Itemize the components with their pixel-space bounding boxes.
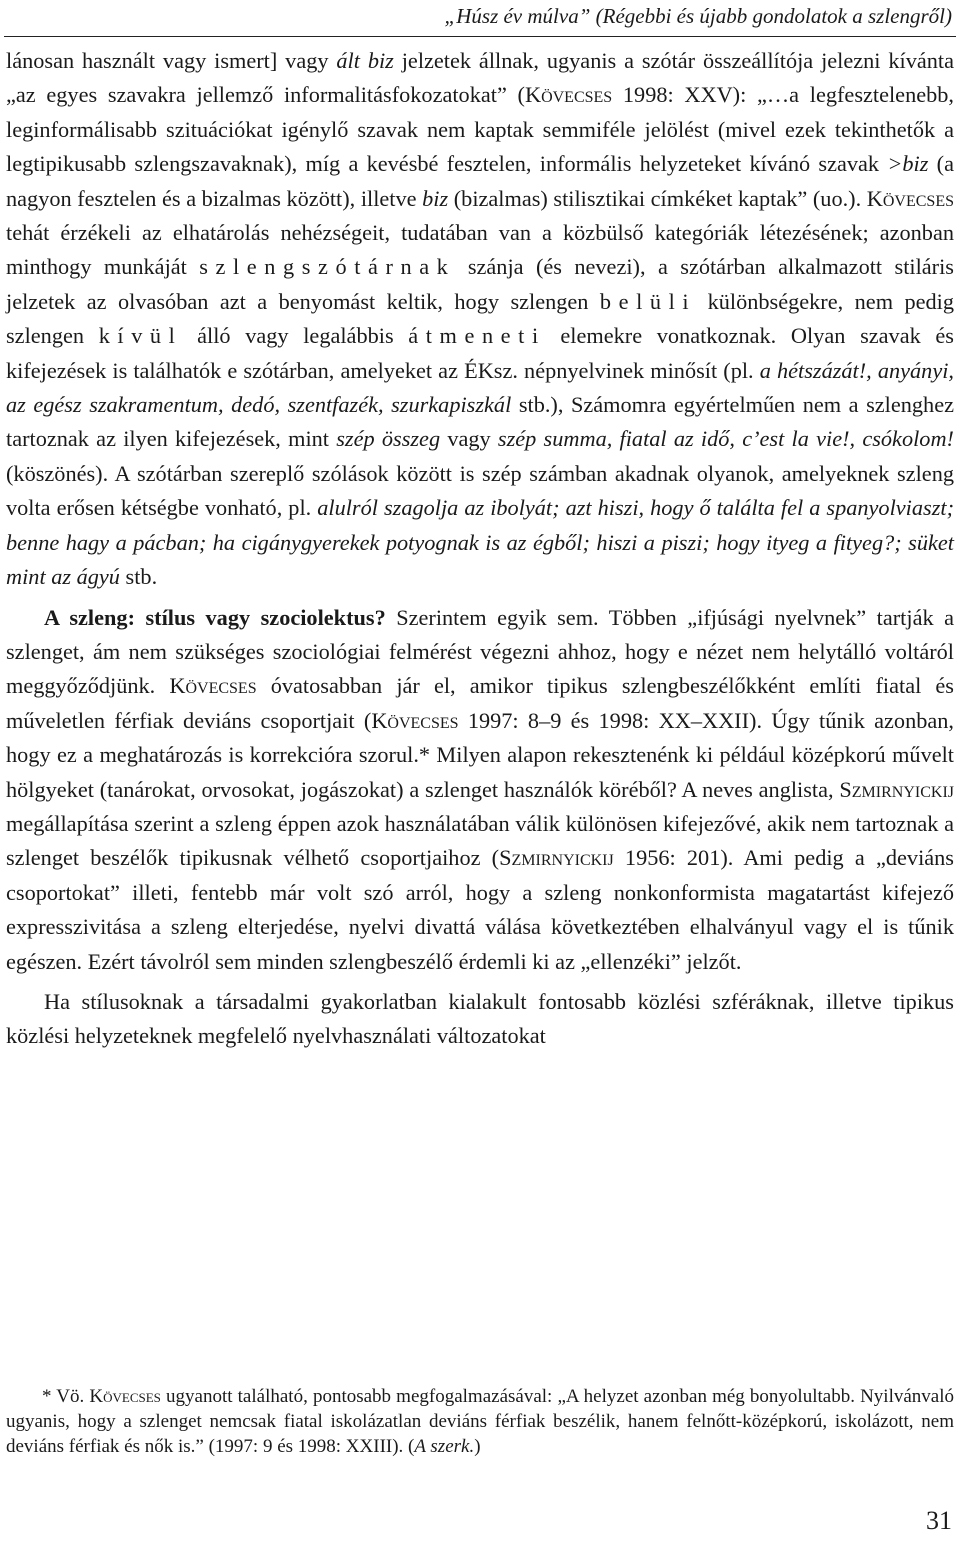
paragraph-1 [6, 44, 954, 595]
spaced-emphasis: kívül [98, 323, 183, 349]
italic-examples: alulról szagolja az ibolyát; azt hiszi, hogy ő találta fel a spanyolviaszt; benne hagy a pácban; ha cigánygyerekek potyognak is az égből; hiszi a piszi; hogy ityeg a fityeg?; süket mint az ágyú [6, 495, 954, 590]
italic-examples: szép summa, fiatal az idő, c’est la vie!, csókolom! [497, 426, 954, 452]
italic-term: szép összeg [336, 426, 441, 452]
author-name: Kövecses [371, 707, 459, 733]
text-run: elemekre vonatkoznak. Olyan szavak és kifejezések is találhatók e szótárban, amelyeket az ÉKsz. népnyelvinek minősít (pl. [6, 323, 954, 383]
text-run: stb. [119, 564, 158, 590]
footnote-text [6, 1384, 954, 1459]
text-run: 1997: 8–9 és 1998: XX–XXII). Úgy tűnik azonban, hogy ez a meghatározás is korrekcióra szorul.* Milyen alapon rekesztenénk ki például középkorú művelt hölgyeket (tanárokat, orvosokat, jogászokat) a szlenget használók köréből? A neves anglista, [6, 707, 954, 802]
body-text [6, 44, 954, 1054]
text-run: vagy [440, 426, 498, 452]
spaced-emphasis: szlengszótárnak [199, 254, 456, 280]
text-run: 1956: 201). Ami pedig a „deviáns csoportokat” illeti, fentebb már volt szó arról, hogy a szleng nonkonformista magatartást kifejező expresszivitása a szleng elterjedése, nyelvi divattá válása következtében elhalványul vagy el is tűnik egészen. Ezért távolról sem minden szlengbeszélő érdemli ki az „ellenzéki” jelzőt. [6, 845, 954, 974]
author-name: Kövecses [169, 673, 257, 699]
spaced-emphasis: átmeneti [408, 323, 546, 349]
spaced-emphasis: belüli [599, 288, 697, 314]
author-name: Kövecses [89, 1386, 161, 1407]
text-run: álló vagy legalábbis [182, 323, 409, 349]
text-run: (bizalmas) stilisztikai címkéket kaptak” (uo.). [448, 185, 867, 211]
author-name: Szmirnyickij [839, 776, 954, 802]
italic-term: A szerk. [414, 1436, 475, 1457]
text-run: * Vö. [42, 1386, 90, 1407]
italic-term: ált biz [336, 48, 394, 73]
paragraph-2 [6, 601, 954, 979]
text-run: stb.), Számomra egyértelműen nem a szlenghez tartoznak az ilyen kifejezések, mint [6, 392, 954, 452]
text-run: 1998: XXV): „…a legfesztelenebb, leginformálisabb szituációkat igénylő szavak nem kaptak semmiféle jelölést (mivel ezek tekinthetők a legtipikusabb szlengszavaknak), míg a kevésbé fesztelen, informális helyzeteket kívánó szavak [6, 82, 954, 177]
footnote [6, 1384, 954, 1459]
italic-term: >biz [887, 151, 929, 177]
text-run: (a nagyon fesztelen és a bizalmas között), illetve [6, 151, 954, 211]
text-run: jelzetek állnak, ugyanis a szótár összeállítója jelezni kívánta „az egyes szavakra jellemző informalitásfokozatokat” ( [6, 48, 954, 108]
text-run: ) [474, 1436, 481, 1457]
text-run: óvatosabban jár el, amikor tipikus szlengbeszélőkként említi fiatal és műveletlen férfiak deviáns csoportjait ( [6, 673, 954, 733]
text-run: megállapítása szerint a szleng éppen azok használatában válik különösen kifejezővé, akik nem tartoznak a szlenget beszélők tipikusnak vélhető csoportjaihoz ( [6, 810, 954, 871]
author-name: Kövecses [866, 185, 954, 211]
header-rule [4, 36, 956, 37]
section-heading: A szleng: stílus vagy szociolektus? [44, 604, 386, 630]
text-run: tehát érzékeli az elhatárolás nehézségeit, tudatában van a közbülső kategóriák létezésének; azonban minthogy munkáját [6, 220, 954, 280]
text-run: (köszönés). A szótárban szereplő szólások között is szép számban akadnak olyanok, amelyeknek szleng volta erősen kétségbe vonható, pl. [6, 460, 954, 521]
text-run: szánja (és nevezi), a szótárban alkalmazott stiláris jelzetek az olvasóban azt a benyomást keltik, hogy szlengen [6, 254, 954, 314]
text-run: Szerintem egyik sem. Többen „ifjúsági nyelvnek” tartják a szlenget, ám nem szükséges szociológiai felmérést végezni ahhoz, hogy e nézet nem helytálló voltáról meggyőződjünk. [6, 604, 954, 699]
author-name: Kövecses [524, 82, 613, 108]
running-header: „Húsz év múlva” (Régebbi és újabb gondolatok a szlengről) [444, 4, 952, 28]
paragraph-3: Ha stílusoknak a társadalmi gyakorlatban kialakult fontosabb közlési szféráknak, illetve tipikus közlési helyzeteknek megfelelő nyelvhasználati változatokat [6, 988, 954, 1049]
text-run: lánosan használt vagy ismert] vagy [6, 48, 337, 73]
text-run: különbségekre, nem pedig szlengen [6, 288, 955, 349]
author-name: Szmirnyickij [499, 845, 614, 871]
italic-examples: a hétszázát!, anyányi, az egész szakramentum, dedó, szentfazék, szurkapiszkál [6, 357, 954, 418]
page-number: 31 [926, 1506, 952, 1535]
text-run: ugyanott található, pontosabb megfogalmazásával: „A helyzet azonban még bonyolultabb. Nyilvánvaló ugyanis, hogy a szlenget nemcsak fiatal iskolázatlan deviáns férfiak beszélik, hanem felnőtt-középkorú, iskolázott, nem deviáns férfiak és nők is.” (1997: 9 és 1998: XXIII). ( [6, 1386, 954, 1457]
italic-term: biz [422, 185, 449, 211]
